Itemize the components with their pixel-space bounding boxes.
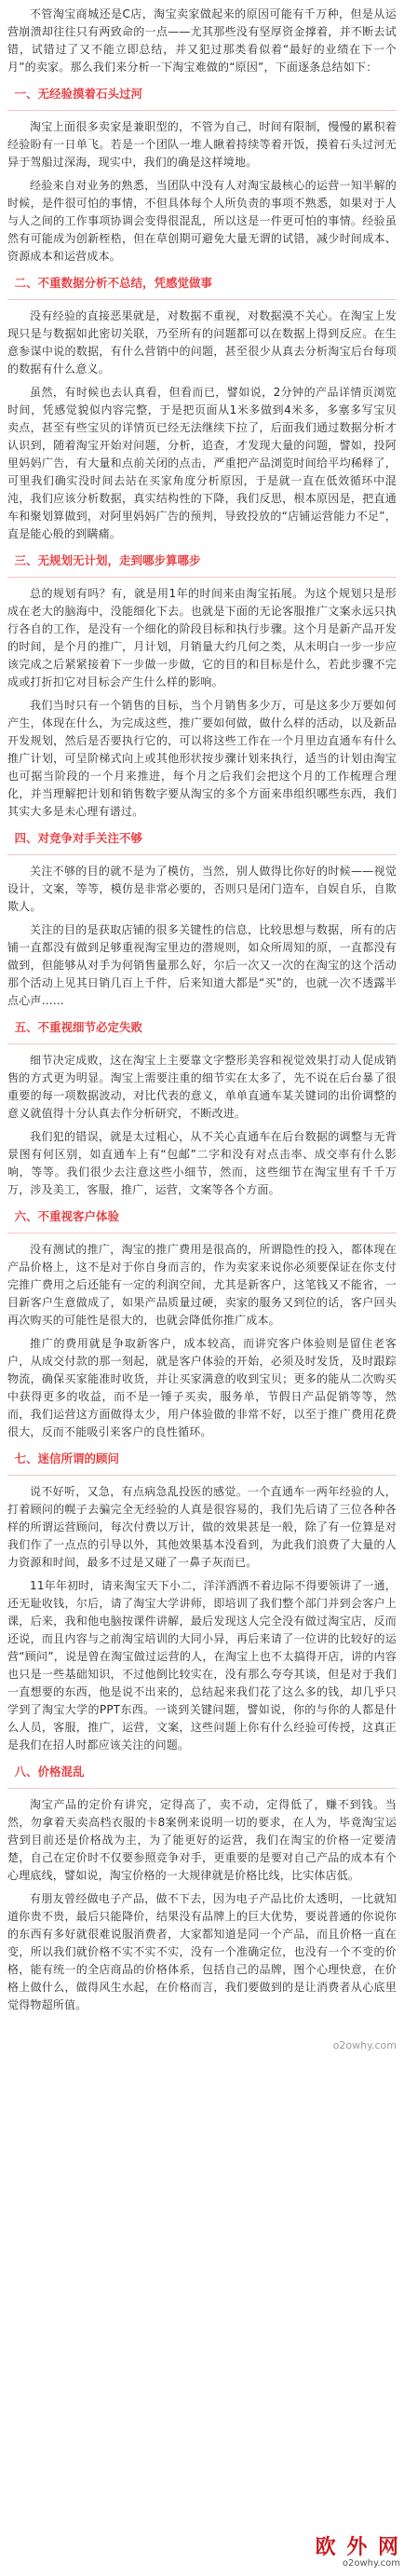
section-2 — [7, 275, 397, 543]
paragraph: 没有经验的直接恶果就是，对数据不重视，对数据漠不关心。在淘宝上发现只是与数据如此密切关联，乃至所有的问题都可以在数据上得到反应。在生意参谋中说的数据，有什么营销中的问题，甚至很少从真去分析淘宝后台每项的数据有什么意义。 — [7, 309, 397, 375]
section-title: 四、对竞争对手关注不够 — [14, 831, 143, 845]
paragraph: 关注不够的目的就不是为了模仿，当然，别人做得比你好的时候——视觉设计，文案，等等，模仿是非常必要的，否则只是闭门造车，自娱自乐，自欺欺人。 — [7, 865, 397, 913]
section-divider — [7, 110, 397, 111]
paragraph: 虽然，有时候也去认真看，但看而已，譬如说，2分钟的产品详情页浏览时间，凭感觉貌似内容完整，于是把页面从1米多做到4米多，多塞多写宝贝卖点，甚至有些宝贝的详情页已经无法继续下拉了，后面我们通过数据分析才认识到，随着淘宝开始对问题，分析，追查，才发现大量的问题，譬如，投阿里妈妈广告，有大量和点前关闭的点击，严重把产品浏览时间给平均稀释了，可里我们确实没时间去站在买家角度分析原因，于是就一直在低效循环中混沌，我们应该分析数据，真实结构性的下降，我们反思，根本原因是，把直通车和聚划算做到，对阿里妈妈广告的预判，导致投放的“店铺运营能力不足”，直是能心般的到瞒痛。 — [7, 386, 397, 540]
section-8 — [7, 1764, 397, 2014]
section-title: 七、迷信所谓的顾问 — [14, 1452, 120, 1465]
site-watermark-text: o2owhy.com — [332, 2039, 397, 2051]
paragraph: 淘宝上面很多卖家是兼职型的，不管为自己，时间有限制，慢慢的累积着经验盼有一日单飞。若是一个团队一堆人瞅着持续等着开饭，摸着石头过河无异于驾船过深海，现实中，我们的确是这样境地。 — [7, 120, 397, 169]
watermark-logo — [316, 2536, 400, 2569]
section-1 — [7, 86, 397, 266]
paragraph: 关注的目的是获取店铺的很多关键性的信息，比较思想与数据，所有的店铺一直都没有做到足够重视淘宝里边的潜规则，如众所周知的原，一直都没有做到，但能够从对手为何销售量那么好，尔后一次又一次的在淘宝的这个活动那个活动上见其日销几百上千件，后来知道大都是“买”的，也就一次不透露半点心声…… — [7, 923, 397, 1007]
paragraph: 我们犯的错误，就是太过粗心，从不关心直通车在后台数据的调整与无背景图有何区别，如直通车上有“包邮”二字和没有对点击率、成交率有什么影响，等等。我们很少去注意这些小细节，然而，这些细节在淘宝里有千千万万，涉及美工，客服，推广，运营，文案等各个方面。 — [7, 1130, 397, 1196]
watermark-main: 欧 外 网 — [315, 2534, 400, 2559]
section-divider — [7, 854, 397, 855]
intro — [7, 6, 397, 76]
paragraph: 我们当时只有一个销售的目标，当个月销售多少万，可是这多少万要如何产生，体现在什么，为完成这些，推广要如何做，做什么样的活动，以及新品开发规划，然后是否要执行它的，可以将这些工作在一个月里边直通车有什么推广计划，可呈阶梯式向上或其他形状按步骤计划来执行，适当的计划由淘宝也可据当阶段的一个月来推进，每个月之后我们会把这个月的工作梳理合理化，并当理解把计划和销售数字要从淘宝的多个方面来串组织哪些东西，我们其实大多是未心理有谱过。 — [7, 699, 397, 818]
paragraph: 11年年初时，请来淘宝天下小二，洋洋洒洒不着边际不得要领讲了一通，还无耻收钱，尔后，请了淘宝大学讲师，即培训了我们整个部门并到会客户上课，后来，我和他电脑按课件讲解，最后发现这人完全没有做过淘宝店，反而还说，而且内容与之前淘宝培训的大同小异，再后来请了一位讲的比较好的运营“顾问”，说是曾在淘宝做过运营的人，在淘宝上也不太搞得开店，讲的内容也只是一些基础知识，不过他倒比较实在，没有那么夸夸其谈，但是对于我们一直想要的东西，他是说不出来的，总结起来我们花了这么多的钱，却几乎只学到了淘宝大学的PPT东西。一谈到关键问题，譬如说，你的与你的人都是什么人员，客服，推广，运营，文案，这些问题上你有什么经验可传授，这真正是我们在招人时都应该关注的问题。 — [7, 1579, 397, 1751]
section-4 — [7, 830, 397, 1010]
paragraph: 细节决定成败，这在淘宝上主要靠文字整形美容和视觉效果打动人促成销售的方式更为明显。淘宝上需要注重的细节实在太多了，先不说在后台暴了很重要的每一项数据波动，对比代表的意义，单单直通车某关键词的出价调整的意义就值得十分认真去作分析研究，不断改进。 — [7, 1054, 397, 1120]
section-divider — [7, 299, 397, 300]
paragraph: 淘宝产品的定价有讲究，定得高了，卖不动，定得低了，赚不到钱。当然，勿拿着天卖高档衣服的卡8案例来说明一切的要求，在人为，毕竟淘宝运营到目前还是价格战为主，为了能更好的运营，我们在淘宝的价格一定要清楚，自己在定价时不仅要参照竞争对手，更重要的是要对自己产品的成本有个心理底线，譬如说，淘宝价格的一大规律就是价格比线，比实体店低。 — [7, 1798, 397, 1882]
section-7 — [7, 1451, 397, 1754]
watermark-url: o2owhy.com — [342, 2558, 400, 2569]
section-title: 三、无规划无计划，走到哪步算哪步 — [14, 553, 201, 567]
paragraph: 推广的费用就是争取新客户，成本较高，而讲究客户体验则是留住老客户，从成交付款的那一刻起，就是客户体验的开始，必须及时发货，及时跟踪物流，确保买家能准时收货，并让买家满意的收到宝贝；更多的能从二次购买中获得更多的收益，而不是一锤子买卖，服务单，节假日产品促销等等，然而，我们运营这方面做得太少，用户体验做的非常不好，以至于推广费用花费很大，反而不能吸引来客户的良性循环。 — [7, 1337, 397, 1438]
section-3 — [7, 552, 397, 821]
paragraph: 有朋友曾经做电子产品，做不下去，因为电子产品比价太透明，一比就知道你贵不贵，最后只能降价，结果没有品牌上的巨大优势，要说普通的你说你的东西有多好就很难说服消费者，大家都知道是同一个产品，而且价格一直在变，所以我们就价格不实不实不实，没有一个准确定位，也没有一个不变的价格，能有统一的全店商品的价格体系，包括自己的品牌，图个心理快意，在价格上做什么，做得风生水起，在价格而言，我们要做到的是让消费者从心底里觉得物超所值。 — [7, 1892, 397, 2011]
section-divider — [7, 1788, 397, 1789]
section-divider — [7, 1475, 397, 1476]
paragraph: 没有测试的推广，淘宝的推广费用是很高的，所谓隐性的投入，都体现在产品价格上，这不是对于你自身而言的，作为卖家来说你必须要保证在你支付完推广费用之后还能有一定的利润空间，尤其是新客户，这笔钱又不能省，一目新客户生意做成了，如果产品质量过硬，卖家的服务又到位的话，客户回头再次购买的可能性是很大的，也就会降低你推广成本。 — [7, 1243, 397, 1327]
paragraph: 经验来自对业务的熟悉，当团队中没有人对淘宝最核心的运营一知半解的时候，是件很可怕的事情，不但具体每个人所负责的事项不熟悉，如果对于人与人之间的工作事项协调会变得很混乱，所以这是一件更可怕的事情。经验虽然有可能成为创新桎梏，但在草创期可避免大量无谓的试错，减少时间成本、资源成本和运营成本。 — [7, 179, 397, 263]
section-divider — [7, 577, 397, 578]
paragraph: 说不好听，又急，有点病急乱投医的感觉。一个直通车一两年经验的人，打着顾问的幌子去骗完全无经验的人真是很容易的，我们先后请了三位各种各样的所谓运营顾问，每次付费以万计，做的效果甚是一般，除了有一位算是对我们作了一点点的引导以外，其他效果基本没看到，为此我们浪费了大量的人力资源和时间，最多不过是又碰了一鼻子灰而已。 — [7, 1485, 397, 1569]
section-5 — [7, 1019, 397, 1199]
section-title: 五、不重视细节必定失败 — [14, 1020, 143, 1034]
section-title: 一、无经验摸着石头过河 — [14, 87, 143, 101]
section-title: 八、价格混乱 — [14, 1765, 85, 1779]
paragraph: 总的规划有吗？有，就是用1年的时间来由淘宝拓展。为这个规划只是形成在老大的脑海中，没能细化下去。也就是下面的无论客服推广文案永远只执行各自的工作，是没有一个细化的阶段目标和执行步骤。这个月是新产品开发的时间，是个月的推广，月计划，月销量大约几何之类，从未明白一步一步应该完成之后紧紧接着下一步做一步做，它的目的和目标是什么，若此步骤不完成或打折扣它对目标会产生什么样的影响。 — [7, 587, 397, 688]
section-title: 六、不重视客户体验 — [14, 1209, 120, 1223]
section-6 — [7, 1208, 397, 1441]
section-title: 二、不重数据分析不总结，凭感觉做事 — [14, 276, 213, 290]
section-divider — [7, 1043, 397, 1044]
intro-paragraph: 不管淘宝商城还是C店，淘宝卖家做起来的原因可能有千万种，但是从运营崩溃却往往只有两致命的一点——尤其那些没有坚厚资金撑着，并不断去试错，试错过了又不能立即总结，并又犯过那类看似着“最好的业绩在下一个月”的卖家。那么我们来分析一下淘宝难做的“原因”，下面逐条总结如下： — [7, 7, 397, 74]
